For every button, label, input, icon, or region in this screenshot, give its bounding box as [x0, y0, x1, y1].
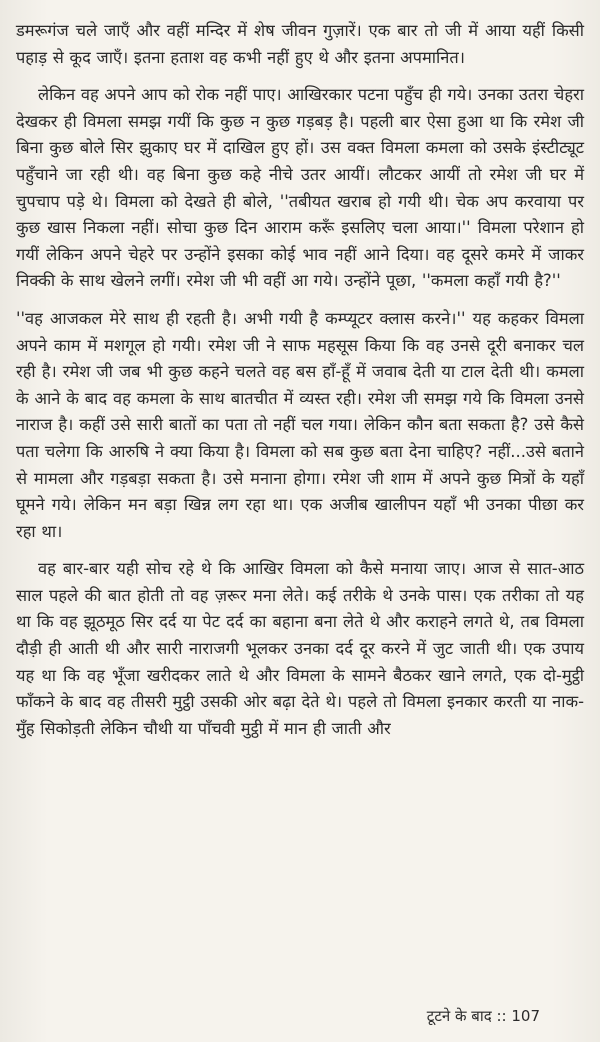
paragraph-1: डमरूगंज चले जाएँ और वहीं मन्दिर में शेष जीवन गुज़ारें। एक बार तो जी में आया यहीं किसी पहाड़ से कूद जाएँ। इतना हताश वह कभी नहीं हुए थे और इतना अपमानित।	[16, 21, 584, 67]
page-number: 107	[511, 1007, 540, 1025]
paragraph-2: लेकिन वह अपने आप को रोक नहीं पाए। आखिरकार पटना पहुँच ही गये। उनका उतरा चेहरा देखकर ही विमला समझ गयीं कि कुछ न कुछ गड़बड़ है। पहली बार ऐसा हुआ था कि रमेश जी बिना कुछ बोले सिर झुकाए घर में दाखिल हुए हों। उस वक्त विमला कमला को उसके इंस्टीट्यूट पहुँचाने जा रही थी। वह बिना कुछ कहे नीचे उतर आयीं। लौटकर आयीं तो रमेश जी घर में चुपचाप पड़े थे। विमला को देखते ही बोले, ''तबीयत खराब हो गयी थी। चेक अप करवाया पर कुछ खास निकला नहीं। सोचा कुछ दिन आराम करूँ इसलिए चला आया।'' विमला परेशान हो गयीं लेकिन अपने चेहरे पर उन्होंने इसका कोई भाव नहीं आने दिया। वह दूसरे कमरे में जाकर निक्की के साथ खेलने लगीं। रमेश जी भी वहीं आ गये। उन्होंने पूछा, ''कमला कहाँ गयी है?''	[16, 85, 584, 291]
paragraph-3: ''वह आजकल मेरे साथ ही रहती है। अभी गयी है कम्प्यूटर क्लास करने।'' यह कहकर विमला अपने काम में मशगूल हो गयी। रमेश जी ने साफ महसूस किया कि वह उनसे दूरी बनाकर चल रही है। रमेश जी जब भी कुछ कहने चलते वह बस हाँ-हूँ में जवाब देती या टाल देती थी। कमला के आने के बाद वह कमला के साथ बातचीत में व्यस्त रही। रमेश जी समझ गये कि विमला उनसे नाराज है। कहीं उसे सारी बातों का पता तो नहीं चल गया। लेकिन कौन बता सकता है? उसे कैसे पता चलेगा कि आरुषि ने क्या किया है। विमला को सब कुछ बता देना चाहिए? नहीं...उसे बताने से मामला और गड़बड़ा सकता है। उसे मनाना होगा। रमेश जी शाम में अपने कुछ मित्रों के यहाँ घूमने गये। लेकिन मन बड़ा खिन्न लग रहा था। एक अजीब खालीपन यहाँ भी उनका पीछा कर रहा था।	[16, 308, 584, 541]
paragraph-4: वह बार-बार यही सोच रहे थे कि आखिर विमला को कैसे मनाया जाए। आज से सात-आठ साल पहले की बात होती तो वह ज़रूर मना लेते। कई तरीके थे उनके पास। एक तरीका तो यह था कि वह झूठमूठ सिर दर्द या पेट दर्द का बहाना बना लेते थे और कराहने लगते थे, तब विमला दौड़ी ही आती थी और सारी नाराजगी भूलकर उनका दर्द दूर करने में जुट जाती थी। एक उपाय यह था कि वह भूँजा खरीदकर लाते थे और विमला के सामने बैठकर खाने लगते, एक दो-मुट्ठी फाँकने के बाद वह तीसरी मुट्ठी उसकी ओर बढ़ा देते थे। पहले तो विमला इनकार करती या नाक-मुँह सिकोड़ती लेकिन चौथी या पाँचवी मुट्ठी में मान ही जाती और	[16, 559, 584, 738]
page-footer	[427, 1006, 540, 1026]
footer-separator: ::	[496, 1007, 507, 1025]
running-title: टूटने के बाद	[426, 1007, 492, 1025]
